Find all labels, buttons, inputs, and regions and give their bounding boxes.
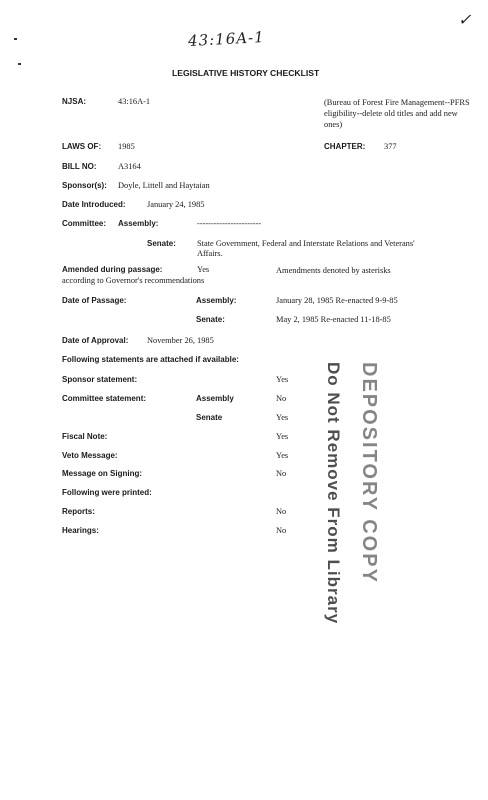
chapter-value: 377 [384,142,397,151]
passage-senate-label: Senate: [196,315,225,324]
bill-no-value: A3164 [118,162,141,171]
veto-message-value: Yes [276,451,289,460]
date-introduced-label: Date Introduced: [62,200,126,209]
fiscal-note-value: Yes [276,432,289,441]
handwritten-number: 43:16A-1 [187,28,266,50]
chapter-label: CHAPTER: [324,142,366,151]
njsa-label: NJSA: [62,97,87,106]
reports-label: Reports: [62,507,95,516]
passage-assembly-value: January 28, 1985 Re-enacted 9-9-85 [276,296,398,305]
message-on-signing-label: Message on Signing: [62,469,143,478]
page-title: LEGISLATIVE HISTORY CHECKLIST [172,68,320,78]
date-of-approval-label: Date of Approval: [62,336,129,345]
njsa-value: 43:16A-1 [118,97,151,106]
passage-senate-value: May 2, 1985 Re-enacted 11-18-85 [276,315,391,324]
laws-of-label: LAWS OF: [62,142,102,151]
message-on-signing-value: No [276,469,287,478]
amended-value: Yes [197,265,210,274]
committee-senate-value: State Government, Federal and Interstate Relations and Veterans' Affairs. [197,239,415,258]
attached-heading: Following statements are attached if available: [62,355,239,364]
hearings-value: No [276,526,287,535]
committee-label: Committee: [62,219,107,228]
reports-value: No [276,507,287,516]
statement-senate-label: Senate [196,413,223,422]
sponsor-statement-label: Sponsor statement: [62,375,138,384]
committee-statement-label: Committee statement: [62,394,147,403]
statement-assembly-value: No [276,394,287,403]
sponsor-statement-value: Yes [276,375,289,384]
njsa-note: (Bureau of Forest Fire Management--PFRS eligibility--delete old titles and add new ones) [324,98,470,129]
committee-assembly-label: Assembly: [118,219,159,228]
date-of-passage-label: Date of Passage: [62,296,127,305]
amended-note: Amendments denoted by asterisks [276,266,391,275]
committee-assembly-value: ----------------------- [197,219,262,228]
fiscal-note-label: Fiscal Note: [62,432,108,441]
amended-continuation: according to Governor's recommendations [62,276,205,285]
margin-dot-bottom [18,63,21,65]
date-of-approval-value: November 26, 1985 [147,336,214,345]
date-introduced-value: January 24, 1985 [147,200,205,209]
amended-label: Amended during passage: [62,265,163,274]
bill-no-label: BILL NO: [62,162,97,171]
sponsors-label: Sponsor(s): [62,181,107,190]
laws-of-value: 1985 [118,142,135,151]
printed-heading: Following were printed: [62,488,152,497]
veto-message-label: Veto Message: [62,451,118,460]
stamp-line-remove: Do Not Remove From Library [324,362,343,625]
statement-assembly-label: Assembly [196,394,234,403]
check-mark-icon: ✓ [458,10,472,29]
committee-senate-label: Senate: [147,239,176,248]
statement-senate-value: Yes [276,413,289,422]
margin-dot-top [14,38,17,40]
sponsors-value: Doyle, Littell and Haytaian [118,181,210,190]
depository-stamp [322,362,384,625]
stamp-line-depository: DEPOSITORY COPY [358,362,380,584]
passage-assembly-label: Assembly: [196,296,237,305]
hearings-label: Hearings: [62,526,99,535]
